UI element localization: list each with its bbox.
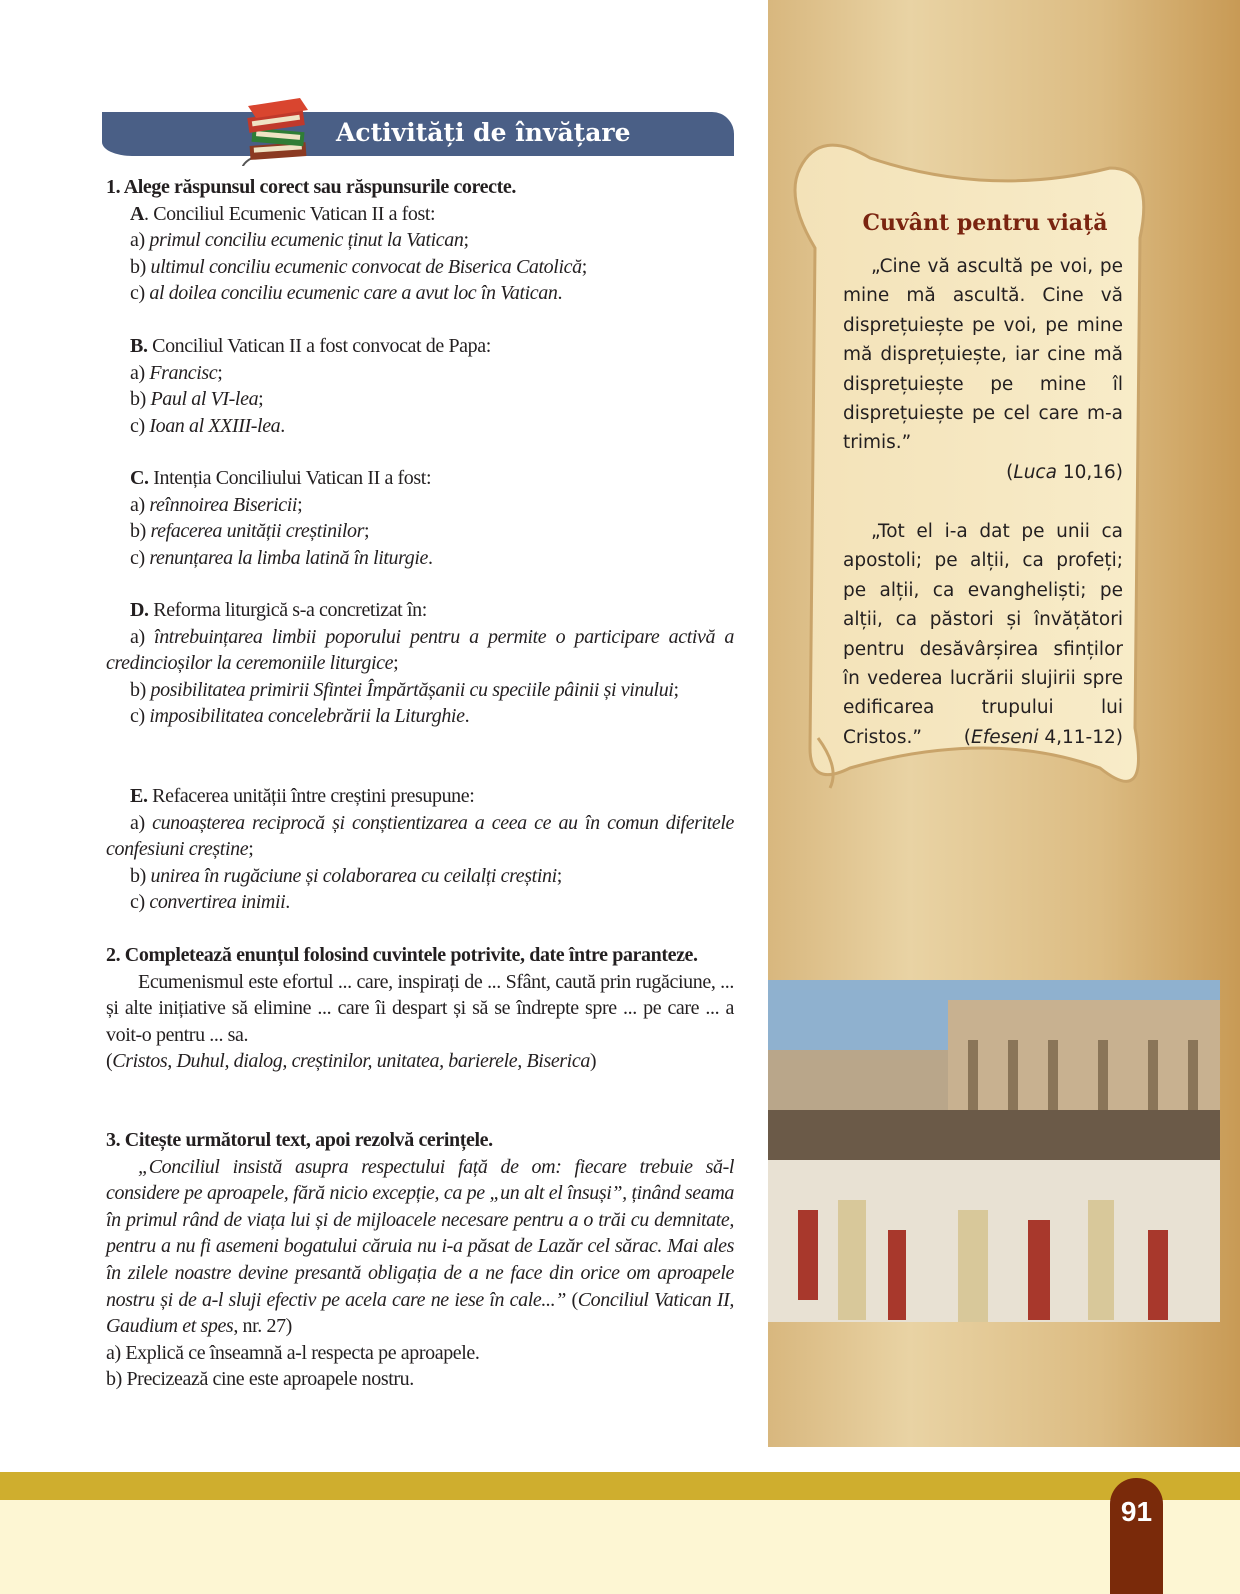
option: imposibilitatea concelebrării la Liturghie (149, 705, 465, 728)
q2-words: Cristos, Duhul, dialog, creștinilor, unitatea, barierele, Biserica (112, 1050, 590, 1073)
option: refacerea unității creștinilor (150, 520, 364, 543)
books-icon (242, 96, 312, 166)
page-number: 91 (1120, 1496, 1153, 1527)
q1c-stem: Intenția Conciliului Vatican II a fost: (148, 467, 432, 489)
sidebar-quote-2: „Tot el i-a dat pe unii ca apostoli; pe alții, ca profeți; pe alții, ca evangheliști; pe alții, ca păstori și învățători pentru desăvârșirea sfinților în vederea lucrării slujirii spre edificarea trupului lui Cristos.” (843, 521, 1123, 748)
q1e-label: E. (130, 785, 148, 807)
sidebar-ref-2: (Efeseni 4,11-12) (963, 727, 1123, 748)
question-1: 1. Alege răspunsul corect sau răspunsurile corecte. A. Conciliul Ecumenic Vatican II a fost: a) primul conciliu ecumenic ținut la Vatican; b) ultimul conciliu ecumenic convocat de Biserica Catolică; c) al doilea conciliu ecumenic care a avut loc în Vatican. (106, 176, 587, 305)
question-1b: B. Conciliul Vatican II a fost convocat de Papa: a) Francisc; b) Paul al VI-lea; c) Ioan al XXIII-lea. (130, 335, 491, 437)
ref-book: Luca (1013, 462, 1057, 483)
option: unirea în rugăciune și colaborarea cu ceilalți creștini (150, 864, 557, 887)
option: Paul al VI-lea (150, 388, 259, 411)
section-title: Activități de învățare (336, 118, 631, 147)
q3-source-nr: , nr. 27) (233, 1315, 292, 1338)
q1c-label: C. (130, 467, 149, 489)
q1d-label: D. (130, 599, 149, 621)
ref-num: 10,16) (1056, 462, 1123, 483)
footer-background (0, 1500, 1240, 1594)
vatican-council-photo (768, 980, 1220, 1322)
question-1e: E. Refacerea unității între creștini presupune: a) cunoașterea reciprocă și conștientizarea a ceea ce au în comun diferitele confesiuni creștine; b) unirea în rugăciune și colaborarea cu ceilalți creștini; c) convertirea inimii. (106, 785, 734, 914)
q3-quote: „Conciliul insistă asupra respectului față de om: fiecare trebuie să-l considere pe aproapele, fără nicio excepție, ca pe „un alt el însuși”, ținând seama în primul rând de viața lui și de mijloacele necesare pentru a o trăi cu demnitate, pentru a nu fi asemeni bogatului căruia nu i-a păsat de Lazăr cel sărac. Mai ales în zilele noastre devine presantă obligația de a ne face din orice om aproapele nostru și de a-l sluji efectiv pe acela care ne iese în cale...” (106, 1155, 734, 1311)
option: ultimul conciliu ecumenic convocat de Biserica Catolică (150, 255, 582, 278)
ref-num: 4,11-12) (1038, 727, 1123, 748)
question-3: 3. Citește următorul text, apoi rezolvă cerințele. „Conciliul insistă asupra respectului față de om: fiecare trebuie să-l considere pe aproapele, fără nicio excepție, ca pe „un alt el însuși”, ținând seama în primul rând de viața lui și de mijloacele necesare pentru a o trăi cu demnitate, pentru a nu fi asemeni bogatului căruia nu i-a păsat de Lazăr cel sărac. Mai ales în zilele noastre devine presantă obligația de a ne face din orice om aproapele nostru și de a-l sluji efectiv pe acela care ne iese în cale...” (Conciliul Vatican II, Gaudium et spes, nr. 27) a) Explică ce înseamnă a-l respecta pe aproapele. b) Precizează cine este aproapele nostru. (106, 1127, 734, 1393)
q3-task-b: b) Precizează cine este aproapele nostru. (106, 1368, 414, 1391)
option: primul conciliu ecumenic ținut la Vatican (149, 229, 464, 252)
q1d-stem: Reforma liturgică s-a concretizat în: (148, 599, 427, 621)
question-1c: C. Intenția Conciliului Vatican II a fost: a) reînnoirea Bisericii; b) refacerea unității creștinilor; c) renunțarea la limba latină în liturgie. (130, 467, 433, 569)
option: convertirea inimii (149, 891, 286, 914)
option: reînnoirea Bisericii (149, 493, 298, 516)
option: posibilitatea primirii Sfintei Împărtășanii cu speciile pâinii și vinului (150, 678, 674, 701)
q3-title: 3. Citește următorul text, apoi rezolvă cerințele. (106, 1129, 493, 1151)
q1b-stem: Conciliul Vatican II a fost convocat de Papa: (147, 335, 491, 357)
question-1d: D. Reforma liturgică s-a concretizat în: a) întrebuințarea limbii poporului pentru a permite o participare activă a credincioșilor la ceremoniile liturgice; b) posibilitatea primirii Sfintei Împărtășanii cu speciile pâinii și vinului; c) imposibilitatea concelebrării la Liturghie. (106, 599, 735, 728)
option: al doilea conciliu ecumenic care a avut loc în Vatican (149, 282, 558, 305)
q1-title: 1. Alege răspunsul corect sau răspunsurile corecte. (106, 176, 516, 198)
q2-title: 2. Completează enunțul folosind cuvintele potrivite, date între paranteze. (106, 944, 698, 966)
sidebar-ref-1: (Luca 10,16) (1006, 462, 1123, 483)
q2-text: Ecumenismul este efortul ... care, inspirați de ... Sfânt, caută prin rugăciune, ... și alte inițiative să elimine ... care îi despart și să se îndrepte spre ... pe care ... a voit-o pentru ... sa. (106, 970, 734, 1046)
sidebar-quote-1: „Cine vă ascultă pe voi, pe mine mă ascultă. Cine vă disprețuiește pe voi, pe mine mă disprețuiește, iar cine mă disprețuiește pe mine îl disprețuiește pe cel care m-a trimis.” (843, 256, 1123, 454)
option: întrebuințarea limbii poporului pentru a permite o participare activă a credincioșilor la ceremoniile liturgice (106, 625, 735, 675)
q1e-stem: Refacerea unității între creștini presupune: (147, 785, 475, 807)
option: cunoașterea reciprocă și conștientizarea a ceea ce au în comun diferitele confesiuni creștine (106, 811, 734, 861)
option: renunțarea la limba latină în liturgie (149, 546, 429, 569)
q3-task-a: a) Explică ce înseamnă a-l respecta pe aproapele. (106, 1341, 480, 1364)
option: Ioan al XXIII-lea (149, 414, 281, 437)
q3-source: Conciliul Vatican II, Gaudium et spes (106, 1288, 734, 1338)
sidebar-title: Cuvânt pentru viață (862, 210, 1108, 236)
question-2: 2. Completează enunțul folosind cuvintele potrivite, date între paranteze. Ecumenismul este efortul ... care, inspirați de ... Sfânt, caută prin rugăciune, ... și alte inițiative să elimine ... care îi despart și să se îndrepte spre ... pe care ... a voit-o pentru ... sa. (Cristos, Duhul, dialog, creștinilor, unitatea, barierele, Biserica) (106, 944, 734, 1073)
option: Francisc (149, 361, 218, 384)
q1b-label: B. (130, 335, 148, 357)
footer-band (0, 1472, 1240, 1500)
q1a-stem: . Conciliul Ecumenic Vatican II a fost: (144, 202, 436, 225)
ref-book: Efeseni (971, 727, 1039, 748)
q1a-label: A (130, 202, 145, 225)
